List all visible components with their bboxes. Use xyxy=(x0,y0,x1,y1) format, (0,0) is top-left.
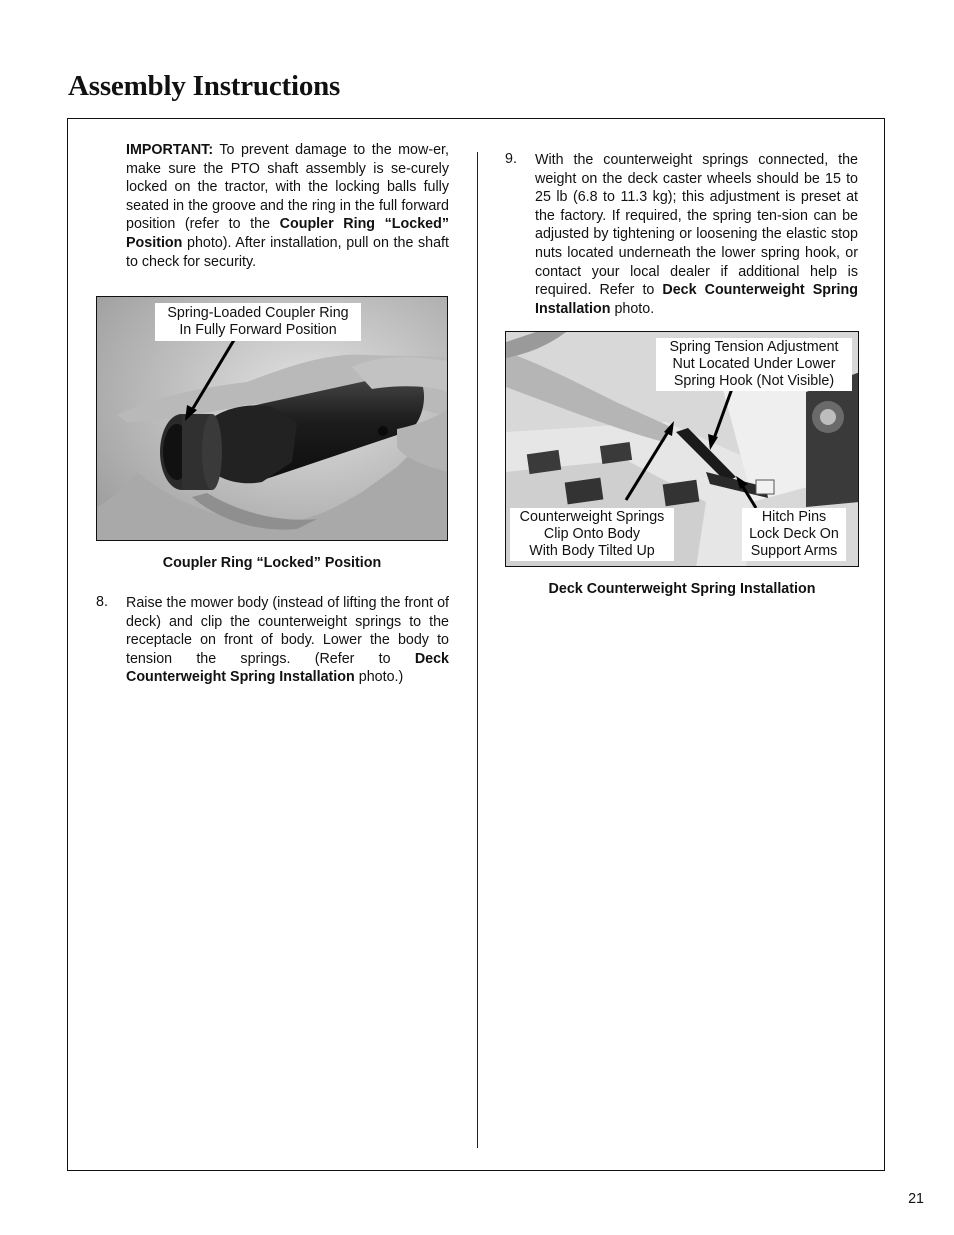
counterweight-springs-label-line-3: With Body Tilted Up xyxy=(529,543,655,559)
page-title: Assembly Instructions xyxy=(68,70,341,102)
counterweight-springs-label-line-1: Counterweight Springs xyxy=(519,509,665,525)
coupler-ring-label-line-1: Spring-Loaded Coupler Ring xyxy=(167,305,349,321)
deck-counterweight-caption: Deck Counterweight Spring Installation xyxy=(548,581,816,597)
counterweight-springs-label xyxy=(510,508,674,561)
hitch-pins-label-line-1: Hitch Pins xyxy=(761,509,827,525)
step-8-text-2: photo.) xyxy=(354,669,404,686)
counterweight-springs-label-line-2: Clip Onto Body xyxy=(543,526,641,542)
coupler-ring-caption: Coupler Ring “Locked” Position xyxy=(162,555,382,571)
step-8-number: 8. xyxy=(96,594,108,610)
important-text-2: photo). After installation, pull on the shaft to check for security. xyxy=(126,234,449,270)
important-lead: IMPORTANT: xyxy=(126,142,214,158)
step-8-ref: Deck Counterweight Spring Installation xyxy=(126,650,449,686)
step-9-number: 9. xyxy=(505,151,517,167)
column-divider xyxy=(477,152,478,1148)
hitch-pins-label-line-2: Lock Deck On xyxy=(749,526,839,542)
spring-tension-label xyxy=(656,338,852,391)
spring-tension-label-line-3: Spring Hook (Not Visible) xyxy=(673,373,835,389)
spring-tension-label-line-1: Spring Tension Adjustment xyxy=(669,339,839,355)
important-text-1: To prevent damage to the mow-er, make sure the PTO shaft assembly is se-curely locked on the tractor, with the locking balls fully seated in the groove and the ring in the full forward position (refer to the xyxy=(126,142,449,233)
coupler-ring-photo xyxy=(96,296,448,541)
important-ref: Coupler Ring “Locked” Position xyxy=(126,216,449,251)
step-9-text-1: With the counterweight springs connected, the weight on the deck caster wheels should be 15 to 25 lb (6.8 to 11.3 kg); this adjustment is preset at the factory. If required, the spring ten-sion can be adjusted by tightening or loosening the elastic stop nuts located underneath the lower spring hook, or contact your local dealer if additional help is required. Refer to xyxy=(535,152,858,299)
deck-counterweight-photo xyxy=(505,331,859,567)
step-8-text xyxy=(126,594,449,687)
important-note xyxy=(126,141,449,271)
hitch-pins-label xyxy=(742,508,846,561)
step-9-text xyxy=(535,151,858,318)
spring-tension-label-line-2: Nut Located Under Lower xyxy=(672,356,836,372)
coupler-ring-label xyxy=(155,303,361,341)
step-9-text-2: photo. xyxy=(610,300,655,317)
step-9-ref: Deck Counterweight Spring Installation xyxy=(535,282,858,317)
step-8-text-1: Raise the mower body (instead of lifting the front of deck) and clip the counterweight springs to the receptacle on front of body. Lower the body to tension the springs. (Refer to xyxy=(126,595,449,667)
hitch-pins-label-line-3: Support Arms xyxy=(750,543,838,559)
coupler-ring-label-line-2: In Fully Forward Position xyxy=(179,322,337,338)
page-number: 21 xyxy=(908,1191,924,1207)
